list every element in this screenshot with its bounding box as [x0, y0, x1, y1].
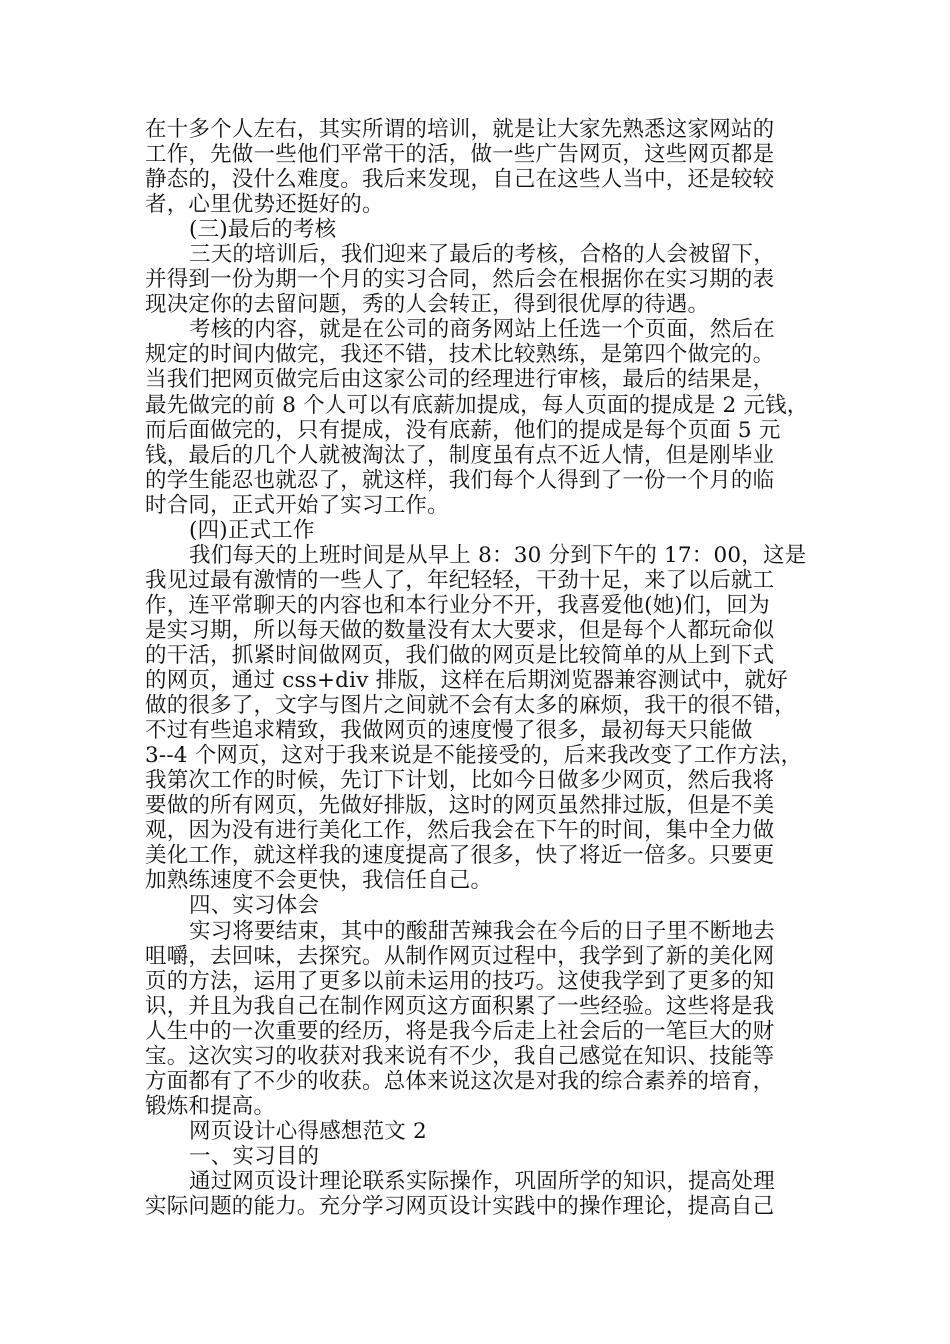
paragraph	[145, 1144, 815, 1169]
text-line: 钱，最后的几个人就被淘汰了，制度虽有点不近人情，但是刚毕业	[145, 442, 775, 468]
text-line: 加熟练速度不会更快，我信任自己。	[145, 868, 493, 894]
text-line: 3--4 个网页，这对于我来说是不能接受的，后来我改变了工作方法，	[145, 743, 803, 769]
text-line: 我见过最有激情的一些人了，年纪轻轻，干劲十足，来了以后就工	[145, 567, 775, 593]
text-line: 是实习期，所以每天做的数量没有太大要求，但是每个人都玩命似	[145, 617, 775, 643]
text-line: 要做的所有网页，先做好排版，这时的网页虽然排过版，但是不美	[145, 793, 775, 819]
paragraph	[145, 893, 815, 918]
paragraph	[145, 217, 815, 242]
text-line: 人生中的一次重要的经历，将是我今后走上社会后的一笔巨大的财	[145, 1018, 775, 1044]
text-line: 静态的，没什么难度。我后来发现，自己在这些人当中，还是较较	[145, 167, 775, 193]
text-line: 实际问题的能力。充分学习网页设计实践中的操作理论，提高自己	[145, 1194, 775, 1220]
paragraph	[145, 1119, 815, 1144]
text-line: 四、实习体会	[189, 893, 320, 919]
text-line: 网页设计心得感想范文 2	[189, 1118, 427, 1144]
text-line: 锻炼和提高。	[145, 1093, 276, 1119]
text-line: 规定的时间内做完，我还不错，技术比较熟练，是第四个做完的。	[145, 342, 775, 368]
text-line: (四)正式工作	[189, 517, 315, 543]
text-line: 三天的培训后，我们迎来了最后的考核，合格的人会被留下，	[189, 242, 775, 268]
text-line: 并得到一份为期一个月的实习合同，然后会在根据你在实习期的表	[145, 267, 775, 293]
paragraph	[145, 543, 815, 894]
text-line: 观，因为没有进行美化工作，然后我会在下午的时间，集中全力做	[145, 818, 775, 844]
text-line: 现决定你的去留问题，秀的人会转正，得到很优厚的待遇。	[145, 292, 710, 318]
paragraph	[145, 242, 815, 317]
paragraph	[145, 117, 815, 217]
text-line: 不过有些追求精致，我做网页的速度慢了很多，最初每天只能做	[145, 718, 753, 744]
text-line: 时合同，正式开始了实习工作。	[145, 492, 449, 518]
document-body	[145, 117, 815, 1219]
text-line: 而后面做完的，只有提成，没有底薪，他们的提成是每个页面 5 元	[145, 417, 781, 443]
paragraph	[145, 1169, 815, 1219]
paragraph	[145, 317, 815, 517]
text-line: 咀嚼，去回味，去探究。从制作网页过程中，我学到了新的美化网	[145, 943, 775, 969]
text-line: 美化工作，就这样我的速度提高了很多，快了将近一倍多。只要更	[145, 843, 775, 869]
text-line: 我第次工作的时候，先订下计划，比如今日做多少网页，然后我将	[145, 768, 775, 794]
text-line: 方面都有了不少的收获。总体来说这次是对我的综合素养的培育，	[145, 1068, 775, 1094]
text-line: 的干活，抓紧时间做网页，我们做的网页是比较简单的从上到下式	[145, 642, 775, 668]
text-line: 最先做完的前 8 个人可以有底薪加提成，每人页面的提成是 2 元钱，	[145, 392, 809, 418]
text-line: 做的很多了，文字与图片之间就不会有太多的麻烦，我干的很不错，	[145, 693, 797, 719]
text-line: 在十多个人左右，其实所谓的培训，就是让大家先熟悉这家网站的	[145, 117, 775, 142]
text-line: 通过网页设计理论联系实际操作，巩固所学的知识，提高处理	[189, 1168, 775, 1194]
text-line: 实习将要结束，其中的酸甜苦辣我会在今后的日子里不断地去	[189, 918, 775, 944]
paragraph	[145, 518, 815, 543]
text-line: 识，并且为我自己在制作网页这方面积累了一些经验。这些将是我	[145, 993, 775, 1019]
text-line: 考核的内容，就是在公司的商务网站上任选一个页面，然后在	[189, 317, 775, 343]
paragraph	[145, 919, 815, 1119]
text-line: 页的方法，运用了更多以前未运用的技巧。这使我学到了更多的知	[145, 968, 775, 994]
text-line: 工作，先做一些他们平常干的活，做一些广告网页，这些网页都是	[145, 142, 775, 168]
text-line: 宝。这次实习的收获对我来说有不少，我自己感觉在知识、技能等	[145, 1043, 775, 1069]
text-line: 的网页，通过 css+div 排版，这样在后期浏览器兼容测试中，就好	[145, 668, 788, 694]
text-line: 当我们把网页做完后由这家公司的经理进行审核，最后的结果是，	[145, 367, 775, 393]
text-line: 一、实习目的	[189, 1143, 320, 1169]
text-line: (三)最后的考核	[189, 217, 337, 243]
text-line: 作，连平常聊天的内容也和本行业分不开，我喜爱他(她)们，回为	[145, 592, 770, 618]
text-line: 者，心里优势还挺好的。	[145, 192, 384, 218]
text-line: 我们每天的上班时间是从早上 8：30 分到下午的 17：00，这是	[189, 542, 807, 568]
text-line: 的学生能忍也就忍了，就这样，我们每个人得到了一份一个月的临	[145, 467, 775, 493]
